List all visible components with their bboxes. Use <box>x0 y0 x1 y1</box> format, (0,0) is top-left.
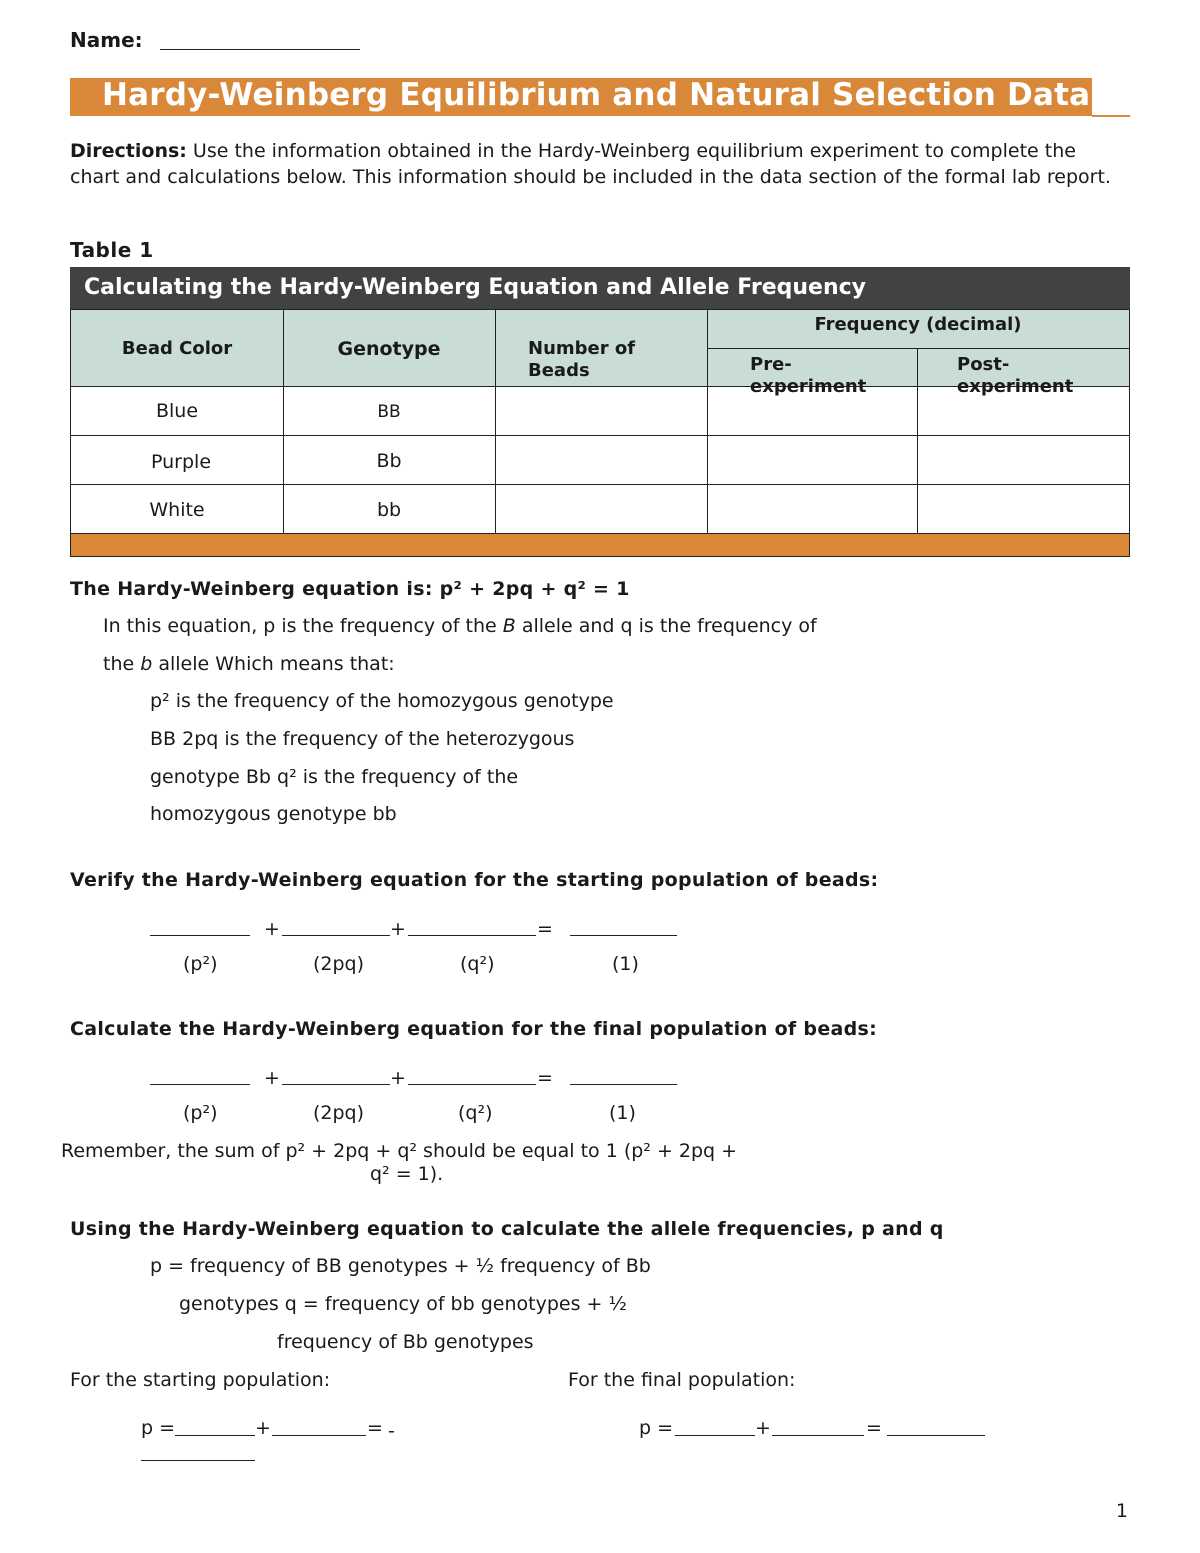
cell-bead-color: White <box>149 499 205 521</box>
equals-sign: = <box>537 918 553 940</box>
verify-label-2pq: (2pq) <box>313 953 365 975</box>
plus-sign: + <box>390 918 406 940</box>
final-p-result-blank[interactable] <box>887 1435 985 1436</box>
cell-genotype: Bb <box>376 450 402 472</box>
input-pre-blue[interactable] <box>709 388 915 434</box>
equation-line-6: homozygous genotype bb <box>150 803 397 825</box>
header-post-experiment: Post-experiment <box>957 354 1074 397</box>
verify-label-q2: (q²) <box>460 953 495 975</box>
input-post-purple[interactable] <box>919 437 1127 483</box>
row-divider <box>71 435 1129 436</box>
plus-sign: + <box>264 1067 280 1089</box>
input-number-blue[interactable] <box>497 388 705 434</box>
dash: - <box>388 1420 395 1442</box>
allele-line-1: p = frequency of BB genotypes + ½ frequency of Bb <box>150 1255 651 1277</box>
allele-line-2: genotypes q = frequency of bb genotypes + ½ <box>179 1293 627 1315</box>
equation-text: the <box>103 653 141 675</box>
header-frequency: Frequency (decimal) <box>814 314 1022 335</box>
calc-label-p2: (p²) <box>183 1102 218 1124</box>
header-pre-experiment: Pre-experiment <box>750 354 867 397</box>
verify-q2-blank[interactable] <box>408 935 536 936</box>
col-divider <box>707 310 708 534</box>
equals-sign: = <box>367 1417 383 1439</box>
final-p-blank-2[interactable] <box>772 1435 864 1436</box>
cell-bead-color: Purple <box>151 451 212 473</box>
input-pre-purple[interactable] <box>709 437 915 483</box>
equation-text: In this equation, p is the frequency of the <box>103 615 503 637</box>
cell-bead-color: Blue <box>155 400 199 422</box>
start-p-blank-2[interactable] <box>272 1435 366 1436</box>
final-p-label: p = <box>639 1417 674 1439</box>
title-rule <box>1092 115 1130 117</box>
data-table <box>70 309 1130 557</box>
verify-label-one: (1) <box>612 953 639 975</box>
input-number-purple[interactable] <box>497 437 705 483</box>
input-pre-white[interactable] <box>709 486 915 532</box>
col-divider <box>495 310 496 534</box>
table-title: Calculating the Hardy-Weinberg Equation and Allele Frequency <box>70 267 1130 309</box>
calculate-heading: Calculate the Hardy-Weinberg equation for the final population of beads: <box>70 1018 878 1040</box>
allele-line-3: frequency of Bb genotypes <box>277 1331 534 1353</box>
header-number-of-beads: Number of Beads <box>528 338 636 381</box>
table-footer-bar <box>71 534 1129 556</box>
allele-symbol: B <box>502 615 516 637</box>
equation-text: allele Which means that: <box>152 653 395 675</box>
row-divider <box>71 484 1129 485</box>
verify-2pq-blank[interactable] <box>282 935 390 936</box>
allele-heading: Using the Hardy-Weinberg equation to calculate the allele frequencies, p and q <box>70 1218 944 1240</box>
reminder-line-2: q² = 1). <box>370 1163 444 1185</box>
equation-line-2 <box>103 653 395 675</box>
cell-genotype: bb <box>376 499 402 521</box>
equation-line-4: BB 2pq is the frequency of the heterozygous <box>150 728 575 750</box>
start-p-blank-1[interactable] <box>175 1435 255 1436</box>
equation-line-5: genotype Bb q² is the frequency of the <box>150 766 519 788</box>
calc-2pq-blank[interactable] <box>282 1084 390 1085</box>
equals-sign: = <box>866 1417 882 1439</box>
starting-population-label: For the starting population: <box>70 1369 331 1391</box>
equals-sign: = <box>537 1067 553 1089</box>
calc-label-q2: (q²) <box>458 1102 493 1124</box>
calc-label-2pq: (2pq) <box>313 1102 365 1124</box>
equation-text: allele and q is the frequency of <box>515 615 817 637</box>
name-label: Name: <box>70 28 143 52</box>
plus-sign: + <box>255 1417 271 1439</box>
plus-sign: + <box>755 1417 771 1439</box>
directions-text: Use the information obtained in the Hardy-Weinberg equilibrium experiment to complete the chart and calculations below. This information should be included in the data section of the formal lab report. <box>70 140 1111 188</box>
calc-p2-blank[interactable] <box>150 1084 250 1085</box>
calc-q2-blank[interactable] <box>408 1084 536 1085</box>
directions <box>70 138 1130 190</box>
input-post-blue[interactable] <box>919 388 1127 434</box>
plus-sign: + <box>390 1067 406 1089</box>
plus-sign: + <box>264 918 280 940</box>
equation-heading: The Hardy-Weinberg equation is: p² + 2pq + q² = 1 <box>70 578 630 600</box>
start-p-label: p = <box>141 1417 176 1439</box>
calc-total-blank[interactable] <box>570 1084 677 1085</box>
input-post-white[interactable] <box>919 486 1127 532</box>
directions-label: Directions: <box>70 140 187 162</box>
verify-heading: Verify the Hardy-Weinberg equation for the starting population of beads: <box>70 869 879 891</box>
calc-label-one: (1) <box>609 1102 636 1124</box>
start-p-result-blank[interactable] <box>141 1460 255 1461</box>
header-genotype: Genotype <box>337 338 441 360</box>
reminder-line-1: Remember, the sum of p² + 2pq + q² should be equal to 1 (p² + 2pq + <box>61 1140 738 1162</box>
table-label: Table 1 <box>70 238 154 262</box>
verify-total-blank[interactable] <box>570 935 677 936</box>
final-p-blank-1[interactable] <box>675 1435 755 1436</box>
cell-genotype: BB <box>377 402 401 422</box>
final-population-label: For the final population: <box>568 1369 796 1391</box>
page-number: 1 <box>1115 1500 1128 1522</box>
name-field[interactable] <box>160 49 360 50</box>
col-divider <box>917 348 918 534</box>
input-number-white[interactable] <box>497 486 705 532</box>
page-title: Hardy-Weinberg Equilibrium and Natural Selection Data <box>102 77 1091 113</box>
allele-symbol: b <box>140 653 153 675</box>
verify-label-p2: (p²) <box>183 953 218 975</box>
header-bead-color: Bead Color <box>121 338 233 359</box>
verify-p2-blank[interactable] <box>150 935 250 936</box>
row-divider <box>707 348 1129 349</box>
equation-line-3: p² is the frequency of the homozygous genotype <box>150 690 614 712</box>
equation-line-1 <box>103 615 817 637</box>
